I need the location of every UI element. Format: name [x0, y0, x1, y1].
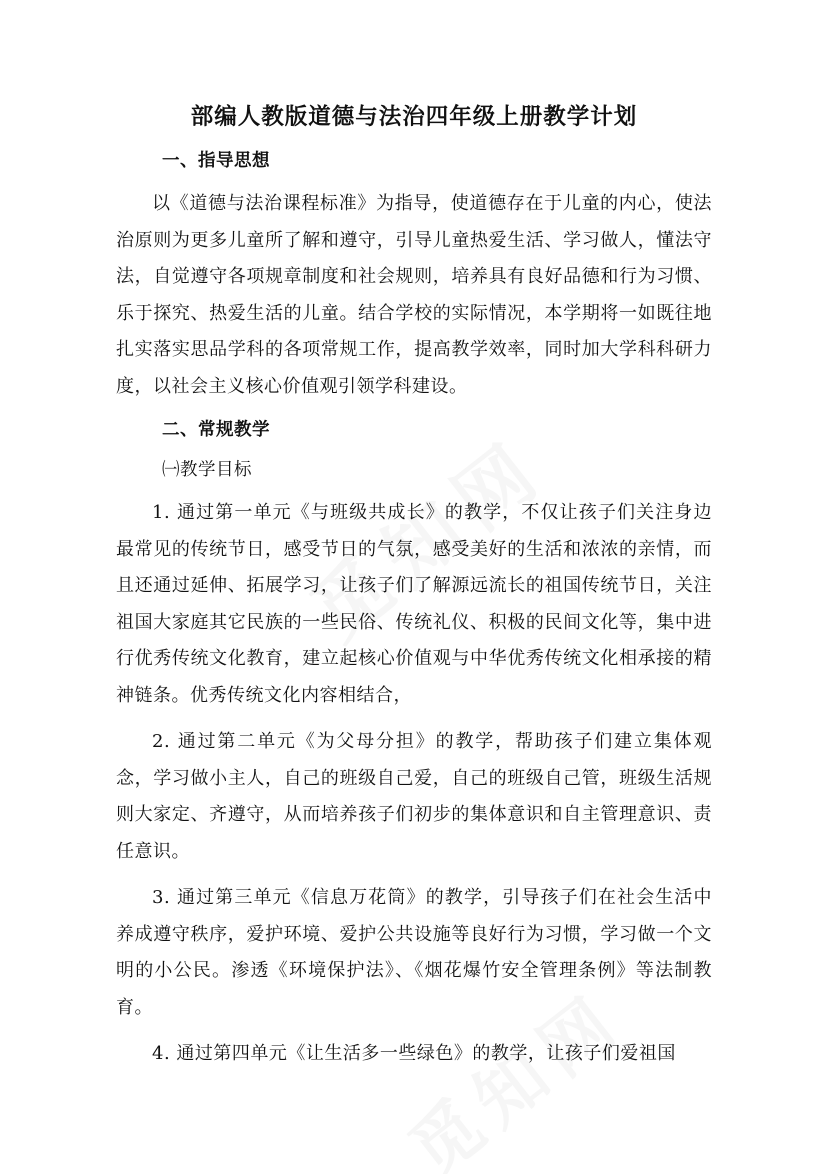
document-body — [116, 100, 712, 1073]
list-item: 4. 通过第四单元《让生活多一些绿色》的教学，让孩子们爱祖国 — [152, 1043, 676, 1064]
section-heading-guiding-ideology: 一、指导思想 — [162, 151, 270, 171]
list-item: 2. 通过第二单元《为父母分担》的教学，帮助孩子们建立集体观念，学习做小主人，自己的班级自己爱，自己的班级自己管，班级生活规则大家定、齐遵守，从而培养孩子们初步的集体意识和自主管理意识、责任意识。 — [116, 731, 712, 862]
section-heading-routine-teaching: 二、常规教学 — [162, 420, 270, 440]
list-item: 3. 通过第三单元《信息万花筒》的教学，引导孩子们在社会生活中养成遵守秩序，爱护环境、爱护公共设施等良好行为习惯，学习做一个文明的小公民。渗透《环境保护法》、《烟花爆竹安全管理条例》等法制教育。 — [116, 887, 712, 1018]
paragraph: 以《道德与法治课程标准》为指导，使道德存在于儿童的内心，使法治原则为更多儿童所了解和遵守，引导儿童热爱生活、学习做人，懂法守法，自觉遵守各项规章制度和社会规则，培养具有良好品德和行为习惯、乐于探究、热爱生活的儿童。结合学校的实际情况，本学期将一如既往地扎实落实思品学科的各项常规工作，提高教学效率，同时加大学科科研力度，以社会主义核心价值观引领学科建设。 — [116, 193, 712, 397]
subheading-teaching-goals: ㈠教学目标 — [162, 460, 252, 480]
list-item: 1. 通过第一单元《与班级共成长》的教学，不仅让孩子们关注身边最常见的传统节日，感受节日的气氛，感受美好的生活和浓浓的亲情，而且还通过延伸、拓展学习，让孩子们了解源远流长的祖国传统节日，关注祖国大家庭其它民族的一些民俗、传统礼仪、积极的民间文化等，集中进行优秀传统文化教育，建立起核心价值观与中华优秀传统文化相承接的精神链条。优秀传统文化内容相结合， — [116, 502, 712, 706]
document-title: 部编人教版道德与法治四年级上册教学计划 — [190, 104, 638, 130]
